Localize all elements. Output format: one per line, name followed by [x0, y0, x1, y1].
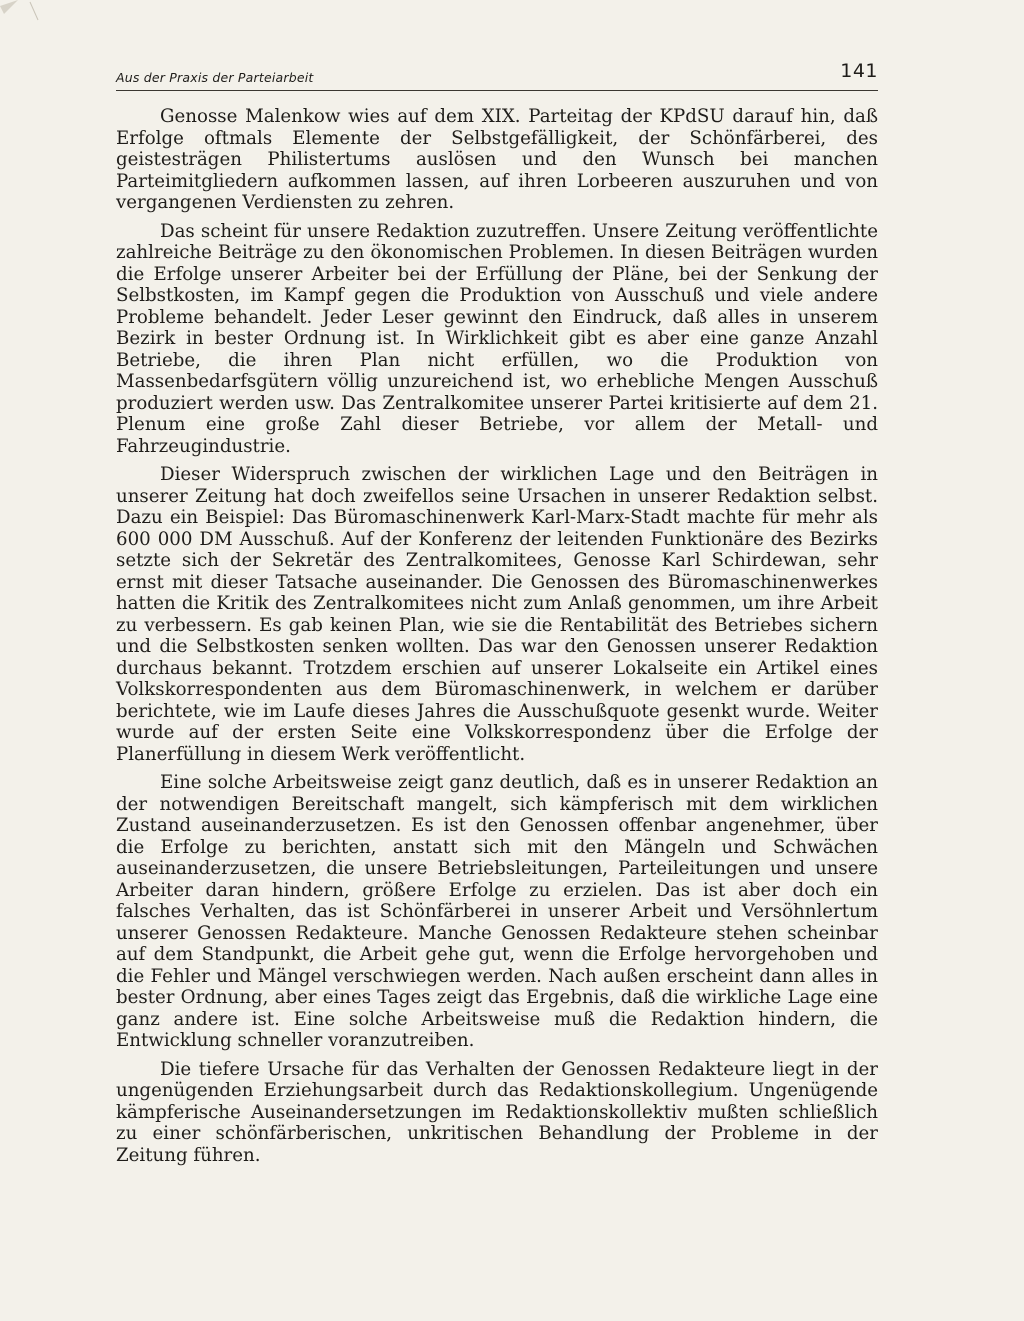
paragraph: Die tiefere Ursache für das Verhalten der Genossen Redakteure liegt in der ungenügenden Erziehungsarbeit durch das Redaktionskollegium. Ungenügende kämpferische Auseinandersetzungen im Redaktionskollektiv mußten schließlich zu einer schönfärberischen, unkritischen Behandlung der Probleme in der Zeitung führen.: [116, 1058, 878, 1166]
header-rule: [116, 90, 878, 91]
paragraph: Genosse Malenkow wies auf dem XIX. Parteitag der KPdSU darauf hin, daß Erfolge oftmals Elemente der Selbstgefälligkeit, der Schönfärberei, des geistesträgen Philistertums auslösen und den Wunsch bei manchen Parteimitgliedern aufkommen lassen, auf ihren Lorbeeren auszuruhen und von vergangenen Verdiensten zu zehren.: [116, 106, 878, 213]
paragraph: Dieser Widerspruch zwischen der wirklichen Lage und den Beiträgen in unserer Zeitung hat doch zweifellos seine Ursachen in unserer Redaktion selbst. Dazu ein Beispiel: Das Büromaschinenwerk Karl-Marx-Stadt machte für mehr als 600 000 DM Ausschuß. Auf der Konferenz der leitenden Funktionäre des Bezirks setzte sich der Sekretär des Zentralkomitees, Genosse Karl Schirdewan, sehr ernst mit dieser Tatsache auseinander. Die Genossen des Büromaschinenwerkes hatten die Kritik des Zentralkomitees nicht zum Anlaß genommen, um ihre Arbeit zu verbessern. Es gab keinen Plan, wie sie die Rentabilität des Betriebes sichern und die Selbstkosten senken wollten. Das war den Genossen unserer Redaktion durchaus bekannt. Trotzdem erschien auf unserer Lokalseite ein Artikel eines Volkskorrespondenten aus dem Büromaschinenwerk, in welchem er darüber berichtete, wie im Laufe dieses Jahres die Ausschußquote gesenkt wurde. Weiter wurde auf der ersten Seite eine Volkskorrespondenz über die Erfolge der Planerfüllung in diesem Werk veröffentlicht.: [116, 464, 878, 765]
running-head: Aus der Praxis der Parteiarbeit: [116, 70, 314, 85]
paragraph: Eine solche Arbeitsweise zeigt ganz deutlich, daß es in unserer Redaktion an der notwendigen Bereitschaft mangelt, sich kämpferisch mit dem wirklichen Zustand auseinanderzusetzen. Es ist den Genossen offenbar angenehmer, über die Erfolge zu berichten, anstatt sich mit den Mängeln und Schwächen auseinanderzusetzen, die unsere Betriebsleitungen, Parteileitungen und unsere Arbeiter daran hindern, größere Erfolge zu erzielen. Das ist aber doch ein falsches Verhalten, das ist Schönfärberei in unserer Arbeit und Versöhnlertum unserer Genossen Redakteure. Manche Genossen Redakteure stehen scheinbar auf dem Standpunkt, die Arbeit gehe gut, wenn die Erfolge hervorgehoben und die Fehler und Mängel verschwiegen werden. Nach außen erscheint dann alles in bester Ordnung, aber eines Tages zeigt das Ergebnis, daß die wirkliche Lage eine ganz andere ist. Eine solche Arbeitsweise muß die Redaktion hindern, die Entwicklung schneller voranzutreiben.: [116, 772, 878, 1051]
page-number: 141: [840, 60, 878, 82]
paragraph: Das scheint für unsere Redaktion zuzutreffen. Unsere Zeitung veröffentlichte zahlreiche Beiträge zu den ökonomischen Problemen. In diesen Beiträgen wurden die Erfolge unserer Arbeiter bei der Erfüllung der Pläne, bei der Senkung der Selbstkosten, im Kampf gegen die Produktion von Ausschuß und viele andere Probleme behandelt. Jeder Leser gewinnt den Eindruck, daß alles in unserem Bezirk in bester Ordnung ist. In Wirklichkeit gibt es aber eine ganze Anzahl Betriebe, die ihren Plan nicht erfüllen, wo die Produktion von Massenbedarfsgütern völlig unzureichend ist, wo erhebliche Mengen Ausschuß produziert werden usw. Das Zentralkomitee unserer Partei kritisierte auf dem 21. Plenum eine große Zahl dieser Betriebe, vor allem der Metall- und Fahrzeugindustrie.: [116, 220, 878, 457]
page-header: [116, 60, 878, 90]
body-text: [116, 106, 878, 1166]
scan-edge-mark: [0, 0, 60, 40]
